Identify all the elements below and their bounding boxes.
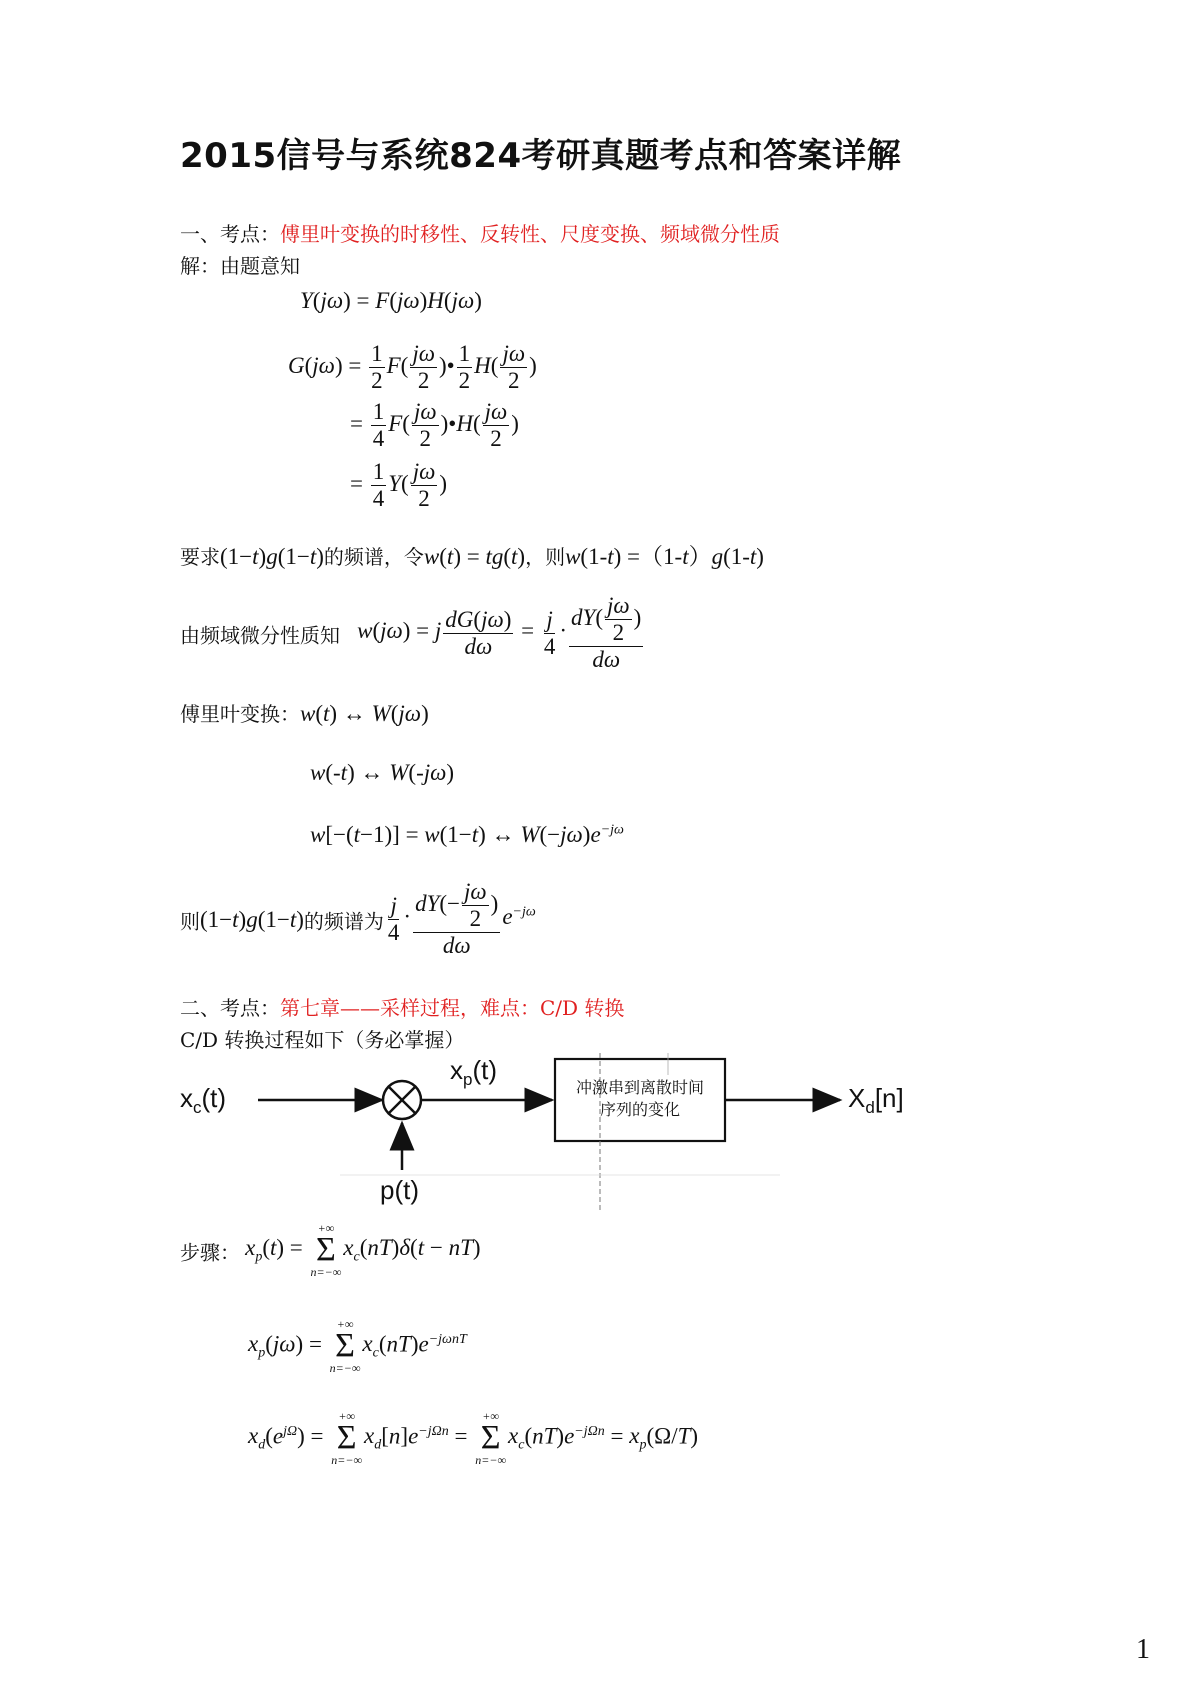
page-number: 1 [1136, 1634, 1150, 1665]
section2-prefix: 二、考点： [180, 996, 280, 1020]
section2-topic: 第七章——采样过程，难点：C/D 转换 [280, 996, 625, 1020]
impulse-train-label: p(t) [380, 1175, 419, 1205]
section1-topic: 傅里叶变换的时移性、反转性、尺度变换、频域微分性质 [280, 222, 780, 246]
result-line: 则(1−t)g(1−t)的频谱为 $\frac{j}{4}$ · dY(− $\frac{j\omega}{2}$ ) dω $e^{-j\omega}$ [180, 879, 536, 959]
section2-heading [180, 992, 624, 1021]
cd-conversion-diagram [180, 1035, 940, 1215]
input-signal-label: $x_c(t)$ [180, 1083, 227, 1118]
equation-reverse: w(-t) ↔ W(-jω) [310, 760, 455, 785]
output-signal-label: $X_d[n]$ [848, 1083, 904, 1118]
conversion-box-text: 冲激串到离散时间 序列的变化 [575, 1078, 704, 1119]
equation-y: Y(jω) = F(jω)H(jω) [300, 288, 482, 313]
fourier-transform-line: 傅里叶变换：w(t) ↔ W(jω) [180, 701, 429, 726]
page-title: 2015信号与系统824考研真题考点和答案详解 [180, 136, 902, 176]
equation-shift: w[−(t−1)] = w(1−t) ↔ $W(-j\omega)e^{-j\omega}$ [310, 822, 624, 847]
sampled-signal-label: $x_p(t)$ [450, 1055, 498, 1090]
requirement-line: 要求(1−t)g(1−t)的频谱，令w(t) = tg(t)，则w(1-t) =（1-t）g(1-t) [180, 544, 764, 569]
step3-line: $x_d(e^{j\Omega})$ = +∞ Σ n=−∞ $x_d[n]e^{-j\Omega n}$ = +∞ Σ n=−∞ $x_c(nT)e^{-j\Omega n} = x_p(\Omega/T)$ [248, 1409, 699, 1468]
diagram-lines [180, 1035, 940, 1215]
section1-prefix: 一、考点： [180, 222, 280, 246]
step1-line: 步骤： $x_p(t)$ = +∞ Σ n=−∞ $x_c(nT)\delta(t - nT)$ [180, 1221, 481, 1280]
diff-property-line: 由频域微分性质知 w(jω) = j $\frac{dG(j\omega)}{d\omega}$ = $\frac{j}{4}$ · dY( $\frac{j\omega}{2}$ ) dω [180, 593, 642, 673]
equation-g3: = $\frac{1}{4}$ Y( $\frac{j\omega}{2}$ ) [350, 459, 448, 512]
equation-g2: = $\frac{1}{4}$ F( $\frac{j\omega}{2}$ )•H( $\frac{j\omega}{2}$ ) [350, 399, 519, 452]
section1-heading [180, 218, 780, 247]
section1-intro: 解：由题意知 [180, 254, 300, 278]
section2-intro: C/D 转换过程如下（务必掌握） [180, 1028, 465, 1052]
step2-line: $x_p(j\omega)$ = +∞ Σ n=−∞ $x_c(nT)e^{-j\omega nT}$ [248, 1317, 467, 1376]
equation-g1: G(jω) = $\frac{1}{2}$ F( $\frac{j\omega}{2}$ )• $\frac{1}{2}$ H( $\frac{j\omega}{2}$ ) [288, 341, 537, 394]
